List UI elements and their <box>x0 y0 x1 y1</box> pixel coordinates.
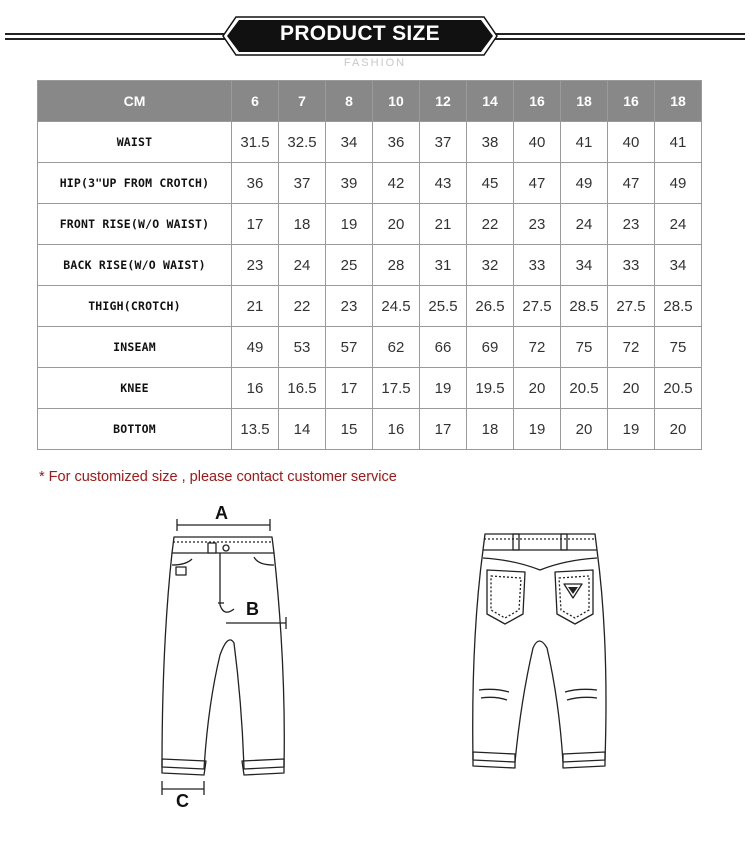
page-subtitle: FASHION <box>343 57 407 66</box>
table-cell: 17.5 <box>373 368 420 409</box>
jeans-back-icon <box>465 530 615 790</box>
table-cell: 20.5 <box>561 368 608 409</box>
row-label: FRONT RISE(W/O WAIST) <box>38 204 232 245</box>
table-cell: 25 <box>326 245 373 286</box>
table-cell: 37 <box>279 163 326 204</box>
jeans-front-icon <box>150 505 300 805</box>
table-cell: 23 <box>514 204 561 245</box>
row-label: KNEE <box>38 368 232 409</box>
table-cell: 20 <box>608 368 655 409</box>
table-cell: 57 <box>326 327 373 368</box>
table-cell: 41 <box>561 122 608 163</box>
table-cell: 27.5 <box>608 286 655 327</box>
table-row <box>38 122 702 163</box>
table-row <box>38 163 702 204</box>
table-cell: 23 <box>232 245 279 286</box>
table-row <box>38 286 702 327</box>
table-cell: 20 <box>561 409 608 450</box>
page-title: PRODUCT SIZE <box>280 22 440 45</box>
table-cell: 53 <box>279 327 326 368</box>
table-cell: 20 <box>655 409 702 450</box>
table-cell: 47 <box>514 163 561 204</box>
table-cell: 45 <box>467 163 514 204</box>
column-header: 16 <box>608 81 655 122</box>
row-label: THIGH(CROTCH) <box>38 286 232 327</box>
table-cell: 72 <box>514 327 561 368</box>
table-cell: 28 <box>373 245 420 286</box>
table-cell: 34 <box>655 245 702 286</box>
table-cell: 41 <box>655 122 702 163</box>
table-cell: 21 <box>232 286 279 327</box>
table-cell: 43 <box>420 163 467 204</box>
column-header: 18 <box>655 81 702 122</box>
table-cell: 32 <box>467 245 514 286</box>
table-cell: 20 <box>373 204 420 245</box>
table-header-row <box>38 81 702 122</box>
table-row <box>38 409 702 450</box>
table-cell: 34 <box>561 245 608 286</box>
table-cell: 38 <box>467 122 514 163</box>
table-cell: 19 <box>326 204 373 245</box>
table-cell: 32.5 <box>279 122 326 163</box>
table-cell: 33 <box>608 245 655 286</box>
table-cell: 17 <box>420 409 467 450</box>
table-cell: 39 <box>326 163 373 204</box>
table-cell: 31 <box>420 245 467 286</box>
table-cell: 40 <box>608 122 655 163</box>
table-cell: 27.5 <box>514 286 561 327</box>
banner-rule <box>5 33 230 35</box>
column-header: 10 <box>373 81 420 122</box>
measure-label-a: A <box>215 503 228 523</box>
table-cell: 42 <box>373 163 420 204</box>
table-cell: 28.5 <box>655 286 702 327</box>
column-header: 7 <box>279 81 326 122</box>
table-cell: 18 <box>279 204 326 245</box>
table-cell: 72 <box>608 327 655 368</box>
size-table <box>37 80 702 450</box>
row-label: BACK RISE(W/O WAIST) <box>38 245 232 286</box>
table-cell: 66 <box>420 327 467 368</box>
table-cell: 20.5 <box>655 368 702 409</box>
banner-rule <box>5 38 230 40</box>
table-cell: 16 <box>232 368 279 409</box>
banner-rule <box>490 33 745 35</box>
table-cell: 23 <box>608 204 655 245</box>
table-cell: 49 <box>655 163 702 204</box>
table-cell: 20 <box>514 368 561 409</box>
table-cell: 40 <box>514 122 561 163</box>
customization-note: * For customized size , please contact customer service <box>39 469 397 485</box>
measurement-diagram <box>0 495 750 815</box>
table-cell: 23 <box>326 286 373 327</box>
table-cell: 31.5 <box>232 122 279 163</box>
table-cell: 36 <box>373 122 420 163</box>
table-row <box>38 327 702 368</box>
table-cell: 16.5 <box>279 368 326 409</box>
table-cell: 49 <box>561 163 608 204</box>
table-cell: 28.5 <box>561 286 608 327</box>
row-label: INSEAM <box>38 327 232 368</box>
table-cell: 14 <box>279 409 326 450</box>
column-header: 12 <box>420 81 467 122</box>
table-cell: 62 <box>373 327 420 368</box>
table-cell: 24 <box>279 245 326 286</box>
table-cell: 18 <box>467 409 514 450</box>
table-cell: 75 <box>655 327 702 368</box>
measure-label-b: B <box>246 599 259 619</box>
table-cell: 33 <box>514 245 561 286</box>
table-row <box>38 245 702 286</box>
table-cell: 19 <box>608 409 655 450</box>
column-header: 18 <box>561 81 608 122</box>
table-cell: 36 <box>232 163 279 204</box>
column-header: CM <box>38 81 232 122</box>
table-cell: 17 <box>232 204 279 245</box>
table-cell: 19 <box>420 368 467 409</box>
row-label: WAIST <box>38 122 232 163</box>
table-cell: 17 <box>326 368 373 409</box>
column-header: 14 <box>467 81 514 122</box>
row-label: BOTTOM <box>38 409 232 450</box>
table-cell: 15 <box>326 409 373 450</box>
table-cell: 24 <box>561 204 608 245</box>
table-cell: 26.5 <box>467 286 514 327</box>
table-cell: 16 <box>373 409 420 450</box>
banner-rule <box>490 38 745 40</box>
table-cell: 19 <box>514 409 561 450</box>
table-cell: 24 <box>655 204 702 245</box>
table-cell: 21 <box>420 204 467 245</box>
table-cell: 47 <box>608 163 655 204</box>
header-banner <box>0 14 750 54</box>
column-header: 6 <box>232 81 279 122</box>
table-cell: 49 <box>232 327 279 368</box>
table-cell: 69 <box>467 327 514 368</box>
table-cell: 34 <box>326 122 373 163</box>
measure-label-c: C <box>176 791 189 811</box>
column-header: 16 <box>514 81 561 122</box>
table-cell: 25.5 <box>420 286 467 327</box>
table-cell: 75 <box>561 327 608 368</box>
row-label: HIP(3"UP FROM CROTCH) <box>38 163 232 204</box>
column-header: 8 <box>326 81 373 122</box>
table-cell: 19.5 <box>467 368 514 409</box>
table-row <box>38 204 702 245</box>
table-cell: 24.5 <box>373 286 420 327</box>
table-row <box>38 368 702 409</box>
table-cell: 22 <box>467 204 514 245</box>
table-cell: 22 <box>279 286 326 327</box>
table-cell: 13.5 <box>232 409 279 450</box>
table-cell: 37 <box>420 122 467 163</box>
